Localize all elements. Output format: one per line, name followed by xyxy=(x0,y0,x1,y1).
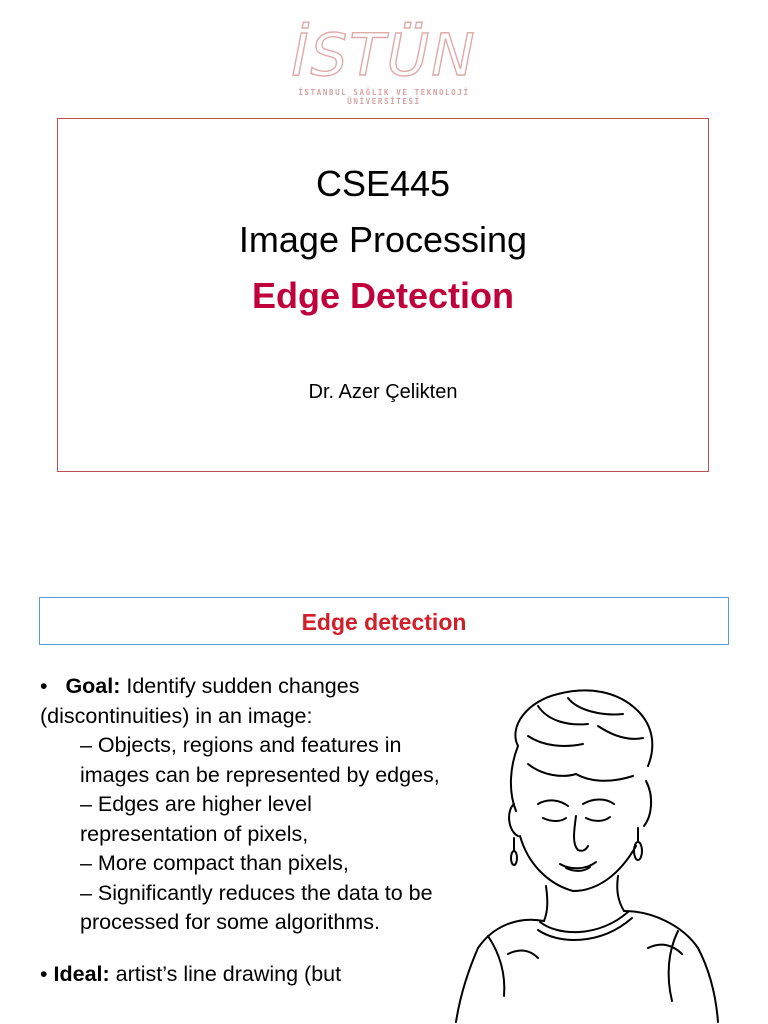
logo-subline-1: İSTANBUL SAĞLIK VE TEKNOLOJİ xyxy=(298,88,470,97)
goal-label: Goal: xyxy=(65,674,121,698)
goal-text-cont: (discontinuities) in an image: xyxy=(40,703,313,728)
woman-line-drawing-image xyxy=(448,686,766,1024)
sub-item-higher-level: – Edges are higher level representation of pixels, xyxy=(80,792,312,846)
university-logo xyxy=(284,22,484,118)
sub-item-compact: – More compact than pixels, xyxy=(80,851,349,875)
logo-subline-2: ÜNİVERSİTESİ xyxy=(347,97,421,106)
ideal-text: artist’s line drawing (but xyxy=(109,961,342,986)
ideal-bullet: • Ideal: artist’s line drawing (but xyxy=(40,961,342,986)
course-code: CSE445 xyxy=(315,163,451,204)
course-subject: Image Processing xyxy=(238,219,528,260)
sub-item-objects: – Objects, regions and features in images can be represented by edges, xyxy=(80,733,440,787)
bullet-list xyxy=(40,672,450,989)
goal-text: Identify sudden changes xyxy=(120,674,360,698)
goal-bullet: • Goal: Identify sudden changes xyxy=(40,674,360,698)
title-slide-box xyxy=(57,118,709,472)
author-name: Dr. Azer Çelikten xyxy=(308,381,458,403)
logo-wordmark: İSTÜN xyxy=(291,21,477,89)
lecture-topic: Edge Detection xyxy=(251,275,515,316)
slide-heading: Edge detection xyxy=(301,609,467,635)
ideal-label: Ideal: xyxy=(53,961,110,986)
slide-heading-box xyxy=(39,597,729,645)
sub-item-reduces-data: – Significantly reduces the data to be processed for some algorithms. xyxy=(80,880,433,934)
